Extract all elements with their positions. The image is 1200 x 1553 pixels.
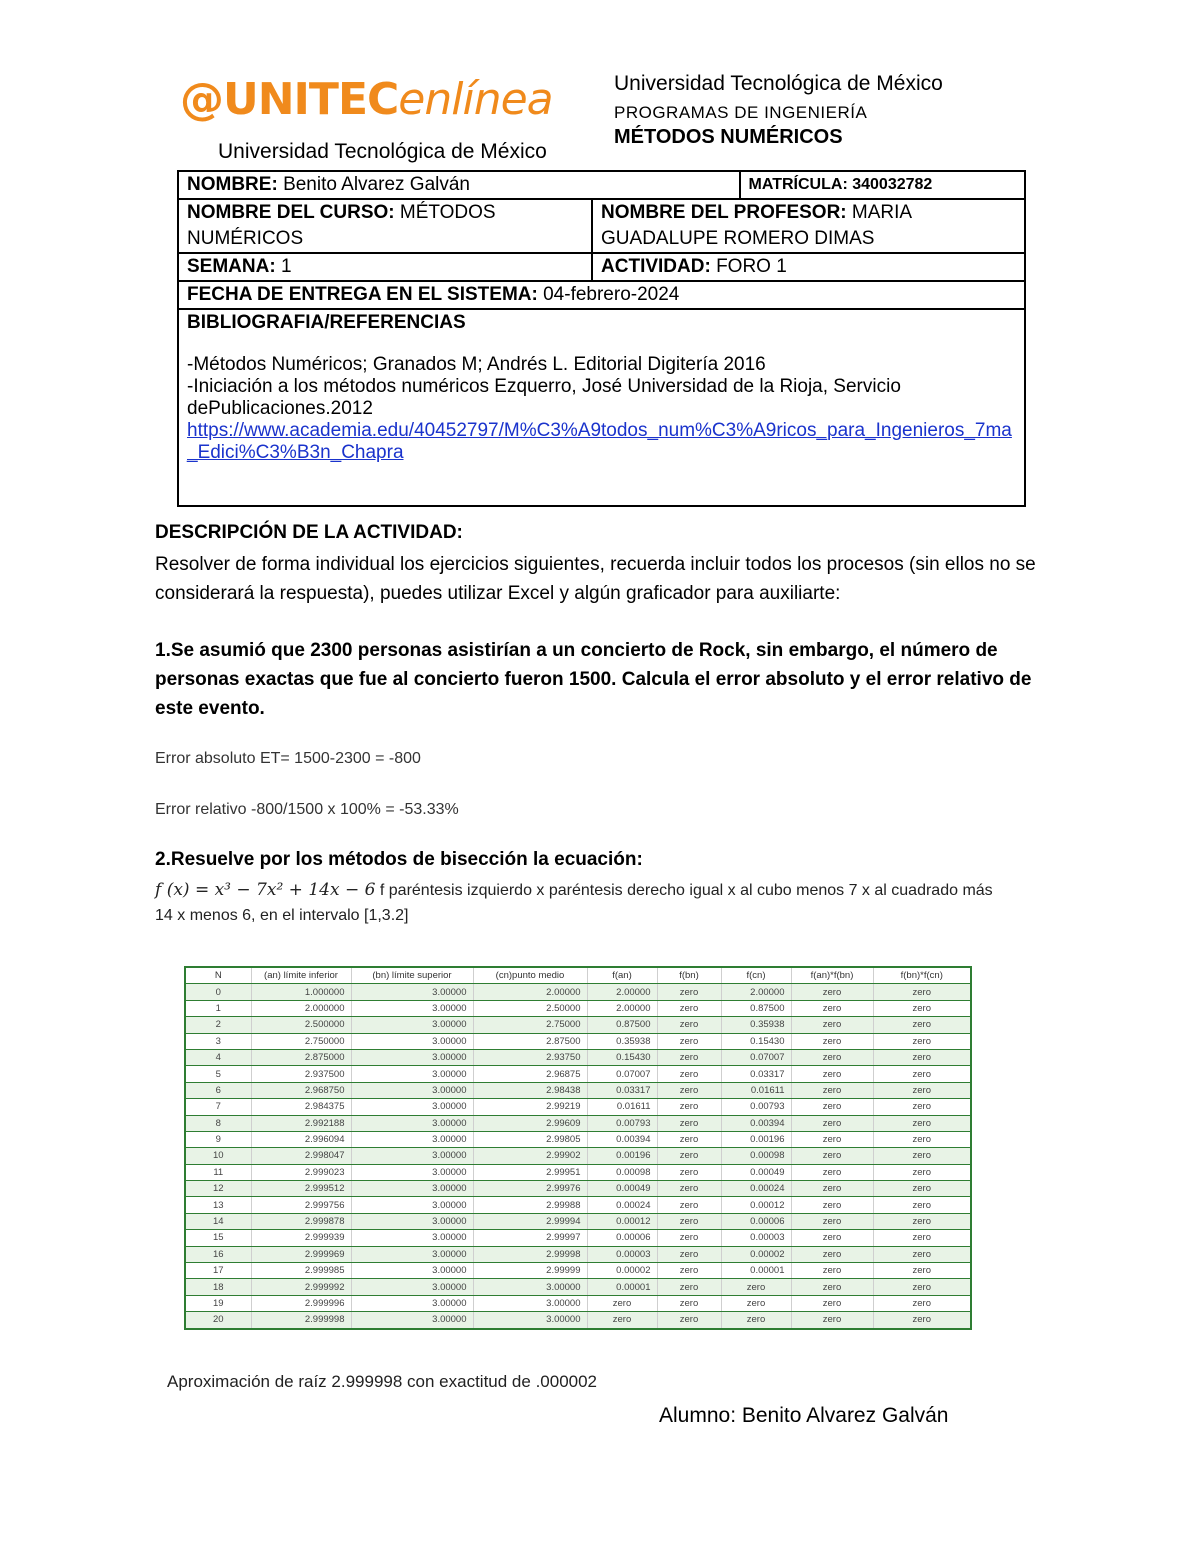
header-program: PROGRAMAS DE INGENIERÍA bbox=[614, 103, 868, 122]
question-2-equation bbox=[155, 878, 995, 928]
table-cell: zero bbox=[657, 1049, 721, 1065]
table-cell: 2.75000 bbox=[473, 1017, 587, 1033]
table-cell: 2.937500 bbox=[251, 1066, 351, 1082]
table-cell: zero bbox=[873, 1230, 971, 1246]
table-cell: 1.000000 bbox=[251, 984, 351, 1000]
table-cell: 0.00012 bbox=[721, 1197, 791, 1213]
table-cell: zero bbox=[791, 1246, 873, 1262]
table-cell: 2.999939 bbox=[251, 1230, 351, 1246]
table-header-cell: (bn) límite superior bbox=[351, 967, 473, 984]
table-cell: 2.998047 bbox=[251, 1148, 351, 1164]
table-cell: 2.999992 bbox=[251, 1279, 351, 1295]
table-cell: 0.07007 bbox=[721, 1049, 791, 1065]
student-signature: Alumno: Benito Alvarez Galván bbox=[659, 1404, 949, 1427]
professor-cell bbox=[592, 199, 1025, 253]
table-cell: 0.00024 bbox=[587, 1197, 657, 1213]
table-cell: zero bbox=[791, 984, 873, 1000]
table-cell: 2.992188 bbox=[251, 1115, 351, 1131]
table-row bbox=[185, 1017, 971, 1033]
table-cell: 0.00196 bbox=[721, 1131, 791, 1147]
table-cell: 20 bbox=[185, 1312, 251, 1329]
table-row bbox=[185, 1279, 971, 1295]
table-cell: 0.00098 bbox=[587, 1164, 657, 1180]
table-cell: 1 bbox=[185, 1000, 251, 1016]
answer-absolute-error: Error absoluto ET= 1500-2300 = -800 bbox=[155, 750, 421, 767]
table-row bbox=[185, 1099, 971, 1115]
unitec-logo bbox=[180, 74, 553, 125]
table-header-cell: (an) límite inferior bbox=[251, 967, 351, 984]
table-cell: 0.00002 bbox=[587, 1263, 657, 1279]
table-cell: 0.00024 bbox=[721, 1181, 791, 1197]
table-cell: 2.999996 bbox=[251, 1295, 351, 1311]
table-cell: 0.00001 bbox=[721, 1263, 791, 1279]
table-cell: 11 bbox=[185, 1164, 251, 1180]
table-cell: zero bbox=[873, 1312, 971, 1329]
table-cell: 3.00000 bbox=[351, 1115, 473, 1131]
table-cell: zero bbox=[791, 1197, 873, 1213]
table-cell: zero bbox=[657, 1295, 721, 1311]
table-cell: 3.00000 bbox=[351, 1148, 473, 1164]
table-cell: 3 bbox=[185, 1033, 251, 1049]
table-cell: 0.00394 bbox=[721, 1115, 791, 1131]
table-cell: 2.000000 bbox=[251, 1000, 351, 1016]
table-cell: zero bbox=[791, 1000, 873, 1016]
table-cell: zero bbox=[721, 1295, 791, 1311]
table-cell: 2.99997 bbox=[473, 1230, 587, 1246]
table-cell: zero bbox=[657, 1115, 721, 1131]
table-cell: 2.98438 bbox=[473, 1082, 587, 1098]
table-cell: 3.00000 bbox=[351, 1312, 473, 1329]
table-cell: zero bbox=[657, 1246, 721, 1262]
course-label: NOMBRE DEL CURSO: bbox=[187, 202, 395, 223]
question-1: 1.Se asumió que 2300 personas asistirían a un concierto de Rock, sin embargo, el número de personas exactas que fue al concierto fueron 1500. Calcula el error absoluto y el error relativo de este evento. bbox=[155, 640, 1032, 719]
table-header-cell: f(bn)*f(cn) bbox=[873, 967, 971, 984]
table-row bbox=[185, 1115, 971, 1131]
table-row bbox=[185, 1312, 971, 1329]
table-cell: zero bbox=[657, 1197, 721, 1213]
table-cell: 15 bbox=[185, 1230, 251, 1246]
table-cell: zero bbox=[657, 1066, 721, 1082]
table-cell: 2.999878 bbox=[251, 1213, 351, 1229]
root-approximation: Aproximación de raíz 2.999998 con exactitud de .000002 bbox=[167, 1372, 598, 1391]
table-cell: 0.00002 bbox=[721, 1246, 791, 1262]
table-cell: 3.00000 bbox=[351, 1230, 473, 1246]
table-cell: zero bbox=[587, 1295, 657, 1311]
table-cell: 2.99976 bbox=[473, 1181, 587, 1197]
table-cell: zero bbox=[873, 1279, 971, 1295]
table-cell: 6 bbox=[185, 1082, 251, 1098]
table-row bbox=[185, 1197, 971, 1213]
table-cell: 2.996094 bbox=[251, 1131, 351, 1147]
table-cell: 3.00000 bbox=[351, 1082, 473, 1098]
table-cell: zero bbox=[873, 1017, 971, 1033]
table-cell: zero bbox=[791, 1033, 873, 1049]
student-info-table bbox=[177, 170, 1026, 507]
reference-link[interactable]: https://www.academia.edu/40452797/M%C3%A9todos_num%C3%A9ricos_para_Ingenieros_7ma_Edici%C3%B3n_Chapra bbox=[187, 420, 1012, 463]
answer-relative-error: Error relativo -800/1500 x 100% = -53.33% bbox=[155, 801, 459, 818]
table-cell: 2.999985 bbox=[251, 1263, 351, 1279]
table-cell: 14 bbox=[185, 1213, 251, 1229]
table-cell: 2.968750 bbox=[251, 1082, 351, 1098]
table-cell: 2.99805 bbox=[473, 1131, 587, 1147]
table-cell: zero bbox=[657, 1181, 721, 1197]
table-cell: 0.15430 bbox=[721, 1033, 791, 1049]
table-cell: zero bbox=[791, 1017, 873, 1033]
table-cell: 0.00001 bbox=[587, 1279, 657, 1295]
table-cell: 2.99994 bbox=[473, 1213, 587, 1229]
table-cell: 2.999998 bbox=[251, 1312, 351, 1329]
table-cell: zero bbox=[657, 1263, 721, 1279]
table-cell: zero bbox=[873, 1213, 971, 1229]
table-cell: zero bbox=[657, 1033, 721, 1049]
table-cell: zero bbox=[657, 1017, 721, 1033]
bibliography-cell bbox=[178, 309, 1025, 506]
table-header-cell: f(bn) bbox=[657, 967, 721, 984]
table-cell: zero bbox=[791, 1049, 873, 1065]
id-label: MATRÍCULA: bbox=[748, 176, 848, 193]
table-header-cell: N bbox=[185, 967, 251, 984]
due-value: 04-febrero-2024 bbox=[543, 284, 680, 305]
table-header-cell: f(cn) bbox=[721, 967, 791, 984]
table-cell: zero bbox=[657, 1131, 721, 1147]
table-cell: 5 bbox=[185, 1066, 251, 1082]
table-cell: 3.00000 bbox=[351, 1000, 473, 1016]
header-course: MÉTODOS NUMÉRICOS bbox=[614, 126, 843, 148]
table-cell: 0.00006 bbox=[587, 1230, 657, 1246]
table-row bbox=[185, 1066, 971, 1082]
table-cell: zero bbox=[873, 1131, 971, 1147]
table-cell: 0.01611 bbox=[721, 1082, 791, 1098]
table-row bbox=[185, 1230, 971, 1246]
table-row bbox=[185, 1213, 971, 1229]
table-cell: 2.87500 bbox=[473, 1033, 587, 1049]
table-cell: 0.00394 bbox=[587, 1131, 657, 1147]
table-row bbox=[185, 1181, 971, 1197]
table-cell: 2.984375 bbox=[251, 1099, 351, 1115]
table-cell: 0.01611 bbox=[587, 1099, 657, 1115]
description-text: Resolver de forma individual los ejercicios siguientes, recuerda incluir todos los procesos (sin ellos no se considerará la respuesta), puedes utilizar Excel y algún graficador para auxiliarte: bbox=[155, 554, 1036, 604]
bisection-spreadsheet bbox=[167, 952, 989, 1348]
table-cell: 0.00006 bbox=[721, 1213, 791, 1229]
table-cell: 0.00049 bbox=[721, 1164, 791, 1180]
table-cell: 2.99902 bbox=[473, 1148, 587, 1164]
table-cell: 3.00000 bbox=[351, 1017, 473, 1033]
table-cell: 3.00000 bbox=[351, 984, 473, 1000]
table-cell: zero bbox=[873, 1197, 971, 1213]
table-cell: zero bbox=[791, 1082, 873, 1098]
table-cell: 0.07007 bbox=[587, 1066, 657, 1082]
table-cell: zero bbox=[657, 1279, 721, 1295]
table-cell: 2.999969 bbox=[251, 1246, 351, 1262]
table-cell: 12 bbox=[185, 1181, 251, 1197]
name-cell bbox=[178, 171, 740, 199]
table-cell: 3.00000 bbox=[351, 1295, 473, 1311]
table-cell: 2 bbox=[185, 1017, 251, 1033]
table-cell: 2.00000 bbox=[587, 984, 657, 1000]
week-cell bbox=[178, 253, 592, 281]
logo-unitec-text: @UNITEC bbox=[180, 74, 399, 125]
table-cell: zero bbox=[657, 1148, 721, 1164]
table-cell: 3.00000 bbox=[473, 1279, 587, 1295]
description-title: DESCRIPCIÓN DE LA ACTIVIDAD: bbox=[155, 522, 463, 543]
table-cell: zero bbox=[873, 1263, 971, 1279]
table-row bbox=[185, 1148, 971, 1164]
table-cell: 3.00000 bbox=[351, 1099, 473, 1115]
table-cell: 10 bbox=[185, 1148, 251, 1164]
table-cell: zero bbox=[791, 1131, 873, 1147]
table-cell: 3.00000 bbox=[351, 1279, 473, 1295]
course-value: MÉTODOS NUMÉRICOS bbox=[187, 202, 496, 249]
activity-label: ACTIVIDAD: bbox=[601, 256, 711, 277]
table-cell: 2.875000 bbox=[251, 1049, 351, 1065]
table-cell: zero bbox=[873, 984, 971, 1000]
table-cell: zero bbox=[873, 1000, 971, 1016]
week-label: SEMANA: bbox=[187, 256, 276, 277]
table-cell: zero bbox=[657, 1082, 721, 1098]
table-cell: 7 bbox=[185, 1099, 251, 1115]
table-cell: 0.15430 bbox=[587, 1049, 657, 1065]
equation-description: f paréntesis izquierdo x paréntesis derecho igual x al cubo menos 7 x al cuadrado más 14 x menos 6, en el intervalo [1,3.2] bbox=[155, 882, 993, 924]
table-cell: 2.999023 bbox=[251, 1164, 351, 1180]
table-cell: 2.99998 bbox=[473, 1246, 587, 1262]
table-cell: zero bbox=[791, 1115, 873, 1131]
table-cell: 16 bbox=[185, 1246, 251, 1262]
table-cell: 13 bbox=[185, 1197, 251, 1213]
table-row bbox=[185, 1049, 971, 1065]
table-header-cell: f(an) bbox=[587, 967, 657, 984]
table-cell: 2.93750 bbox=[473, 1049, 587, 1065]
table-cell: 2.99219 bbox=[473, 1099, 587, 1115]
table-row bbox=[185, 1082, 971, 1098]
table-cell: 2.99609 bbox=[473, 1115, 587, 1131]
table-cell: 0.03317 bbox=[587, 1082, 657, 1098]
logo-subtitle: Universidad Tecnológica de México bbox=[218, 140, 547, 163]
professor-value: MARIA GUADALUPE ROMERO DIMAS bbox=[601, 202, 912, 249]
table-cell: 0.00793 bbox=[587, 1115, 657, 1131]
table-cell: zero bbox=[791, 1263, 873, 1279]
table-cell: 17 bbox=[185, 1263, 251, 1279]
table-cell: zero bbox=[873, 1082, 971, 1098]
table-cell: 2.99999 bbox=[473, 1263, 587, 1279]
table-cell: 18 bbox=[185, 1279, 251, 1295]
table-cell: 2.999756 bbox=[251, 1197, 351, 1213]
table-cell: 0.00003 bbox=[587, 1246, 657, 1262]
activity-cell bbox=[592, 253, 1025, 281]
table-cell: zero bbox=[873, 1066, 971, 1082]
table-row bbox=[185, 1000, 971, 1016]
table-header-row bbox=[185, 967, 971, 984]
table-cell: zero bbox=[657, 984, 721, 1000]
table-row bbox=[185, 1246, 971, 1262]
reference-2: -Iniciación a los métodos numéricos Ezquerro, José Universidad de la Rioja, Servicio dePublicaciones.2012 bbox=[187, 376, 901, 419]
table-cell: 0.00196 bbox=[587, 1148, 657, 1164]
week-value: 1 bbox=[280, 256, 292, 277]
table-cell: zero bbox=[657, 1213, 721, 1229]
table-cell: zero bbox=[791, 1164, 873, 1180]
table-cell: 3.00000 bbox=[351, 1246, 473, 1262]
table-cell: 19 bbox=[185, 1295, 251, 1311]
reference-1: -Métodos Numéricos; Granados M; Andrés L. Editorial Digitería 2016 bbox=[187, 354, 766, 375]
table-cell: 0.35938 bbox=[587, 1033, 657, 1049]
table-cell: 2.99988 bbox=[473, 1197, 587, 1213]
table-row bbox=[185, 1263, 971, 1279]
table-cell: zero bbox=[791, 1213, 873, 1229]
table-cell: zero bbox=[791, 1295, 873, 1311]
table-cell: 0.00049 bbox=[587, 1181, 657, 1197]
table-row bbox=[185, 1164, 971, 1180]
question-2-title: 2.Resuelve por los métodos de bisección la ecuación: bbox=[155, 849, 643, 870]
table-cell: 0.87500 bbox=[587, 1017, 657, 1033]
table-cell: 9 bbox=[185, 1131, 251, 1147]
name-label: NOMBRE: bbox=[187, 174, 278, 195]
table-cell: 2.750000 bbox=[251, 1033, 351, 1049]
id-cell bbox=[740, 171, 1025, 199]
logo-online-text: enlínea bbox=[398, 74, 553, 125]
table-cell: 0.00003 bbox=[721, 1230, 791, 1246]
table-cell: 2.99951 bbox=[473, 1164, 587, 1180]
table-cell: 2.500000 bbox=[251, 1017, 351, 1033]
table-cell: zero bbox=[721, 1279, 791, 1295]
table-cell: 0 bbox=[185, 984, 251, 1000]
table-cell: zero bbox=[873, 1181, 971, 1197]
due-date-cell bbox=[178, 281, 1025, 309]
table-cell: 2.96875 bbox=[473, 1066, 587, 1082]
due-label: FECHA DE ENTREGA EN EL SISTEMA: bbox=[187, 284, 538, 305]
table-cell: zero bbox=[791, 1066, 873, 1082]
table-row bbox=[185, 1295, 971, 1311]
table-cell: zero bbox=[873, 1246, 971, 1262]
table-cell: zero bbox=[657, 1164, 721, 1180]
bibliography-title: BIBLIOGRAFIA/REFERENCIAS bbox=[187, 312, 466, 333]
professor-label: NOMBRE DEL PROFESOR: bbox=[601, 202, 847, 223]
table-cell: 4 bbox=[185, 1049, 251, 1065]
table-cell: zero bbox=[791, 1148, 873, 1164]
table-row bbox=[185, 984, 971, 1000]
table-cell: 3.00000 bbox=[351, 1164, 473, 1180]
table-cell: 0.87500 bbox=[721, 1000, 791, 1016]
table-cell: zero bbox=[873, 1295, 971, 1311]
table-cell: 2.00000 bbox=[587, 1000, 657, 1016]
table-cell: 3.00000 bbox=[473, 1312, 587, 1329]
table-cell: 2.00000 bbox=[473, 984, 587, 1000]
table-cell: 0.00012 bbox=[587, 1213, 657, 1229]
table-cell: zero bbox=[873, 1049, 971, 1065]
table-cell: 3.00000 bbox=[351, 1263, 473, 1279]
table-cell: 2.50000 bbox=[473, 1000, 587, 1016]
table-cell: 3.00000 bbox=[351, 1197, 473, 1213]
table-cell: 3.00000 bbox=[473, 1295, 587, 1311]
table-cell: 3.00000 bbox=[351, 1181, 473, 1197]
table-cell: zero bbox=[873, 1033, 971, 1049]
id-value: 340032782 bbox=[852, 176, 933, 193]
table-cell: zero bbox=[791, 1279, 873, 1295]
table-cell: zero bbox=[657, 1230, 721, 1246]
table-cell: zero bbox=[721, 1312, 791, 1329]
table-cell: zero bbox=[791, 1312, 873, 1329]
table-row bbox=[185, 1033, 971, 1049]
bisection-table bbox=[184, 966, 972, 1330]
table-cell: 0.00098 bbox=[721, 1148, 791, 1164]
table-cell: 0.03317 bbox=[721, 1066, 791, 1082]
table-cell: zero bbox=[873, 1148, 971, 1164]
table-cell: zero bbox=[873, 1099, 971, 1115]
name-value: Benito Alvarez Galván bbox=[283, 174, 471, 195]
table-cell: zero bbox=[657, 1312, 721, 1329]
activity-value: FORO 1 bbox=[716, 256, 787, 277]
table-cell: zero bbox=[873, 1115, 971, 1131]
table-header-cell: (cn)punto medio bbox=[473, 967, 587, 984]
table-cell: 3.00000 bbox=[351, 1033, 473, 1049]
table-header-cell: f(an)*f(bn) bbox=[791, 967, 873, 984]
table-cell: 8 bbox=[185, 1115, 251, 1131]
header-university: Universidad Tecnológica de México bbox=[614, 72, 943, 95]
table-cell: zero bbox=[791, 1230, 873, 1246]
table-row bbox=[185, 1131, 971, 1147]
table-cell: zero bbox=[587, 1312, 657, 1329]
table-cell: zero bbox=[791, 1099, 873, 1115]
table-cell: zero bbox=[791, 1181, 873, 1197]
table-cell: 3.00000 bbox=[351, 1131, 473, 1147]
table-cell: 3.00000 bbox=[351, 1066, 473, 1082]
table-cell: 2.999512 bbox=[251, 1181, 351, 1197]
table-cell: zero bbox=[657, 1000, 721, 1016]
equation-formula: f (x) = x³ − 7x² + 14x − 6 bbox=[155, 880, 376, 900]
table-cell: zero bbox=[873, 1164, 971, 1180]
table-cell: 0.35938 bbox=[721, 1017, 791, 1033]
course-cell bbox=[178, 199, 592, 253]
table-cell: 0.00793 bbox=[721, 1099, 791, 1115]
table-cell: zero bbox=[657, 1099, 721, 1115]
table-cell: 3.00000 bbox=[351, 1049, 473, 1065]
table-cell: 2.00000 bbox=[721, 984, 791, 1000]
table-cell: 3.00000 bbox=[351, 1213, 473, 1229]
